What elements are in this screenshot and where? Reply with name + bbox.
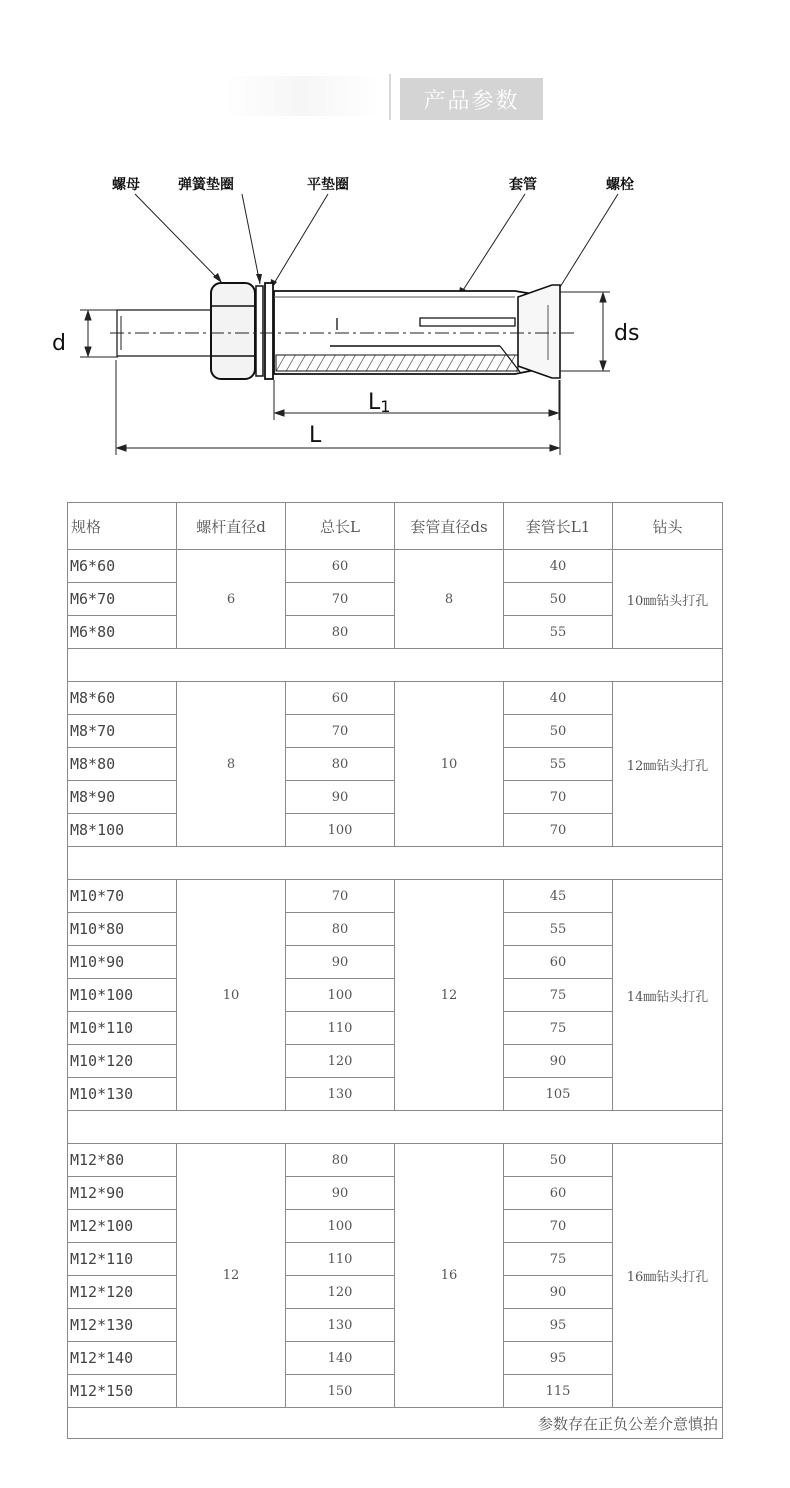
label-flat-washer: 平垫圈 bbox=[307, 177, 349, 193]
sleeve-length-cell: 40 bbox=[504, 550, 613, 583]
sleeve-length-cell: 95 bbox=[504, 1309, 613, 1342]
spec-cell: M6*80 bbox=[68, 616, 177, 649]
screw-diameter-cell: 12 bbox=[177, 1144, 286, 1408]
spec-cell: M12*110 bbox=[68, 1243, 177, 1276]
total-length-cell: 70 bbox=[286, 880, 395, 913]
spec-cell: M10*80 bbox=[68, 913, 177, 946]
total-length-cell: 70 bbox=[286, 715, 395, 748]
separator-cell bbox=[68, 847, 723, 880]
sleeve-length-cell: 50 bbox=[504, 715, 613, 748]
dim-d-label: d bbox=[52, 331, 66, 356]
table-row bbox=[68, 682, 723, 715]
cone-head bbox=[518, 285, 560, 378]
spec-cell: M8*70 bbox=[68, 715, 177, 748]
spec-cell: M10*130 bbox=[68, 1078, 177, 1111]
dim-ds-label: ds bbox=[614, 321, 640, 346]
spec-cell: M8*100 bbox=[68, 814, 177, 847]
col-header-spec: 规格 bbox=[68, 503, 177, 550]
sleeve-length-cell: 75 bbox=[504, 1012, 613, 1045]
total-length-cell: 60 bbox=[286, 682, 395, 715]
total-length-cell: 100 bbox=[286, 1210, 395, 1243]
sleeve-length-cell: 75 bbox=[504, 979, 613, 1012]
total-length-cell: 80 bbox=[286, 616, 395, 649]
table-row bbox=[68, 1144, 723, 1177]
col-header-total-length: 总长L bbox=[286, 503, 395, 550]
total-length-cell: 140 bbox=[286, 1342, 395, 1375]
section-title: 产品参数 bbox=[400, 78, 543, 120]
sleeve-diameter-cell: 12 bbox=[395, 880, 504, 1111]
tolerance-note: 参数存在正负公差介意慎拍 bbox=[68, 1408, 723, 1439]
spec-cell: M12*130 bbox=[68, 1309, 177, 1342]
flat-washer bbox=[265, 283, 273, 379]
total-length-cell: 130 bbox=[286, 1078, 395, 1111]
label-sleeve: 套管 bbox=[509, 177, 537, 193]
sleeve-length-cell: 50 bbox=[504, 1144, 613, 1177]
sleeve-diameter-cell: 10 bbox=[395, 682, 504, 847]
drill-cell: 14㎜钻头打孔 bbox=[613, 880, 723, 1111]
anchor-bolt-diagram bbox=[0, 160, 790, 470]
total-length-cell: 80 bbox=[286, 913, 395, 946]
spec-cell: M12*150 bbox=[68, 1375, 177, 1408]
sleeve-length-cell: 75 bbox=[504, 1243, 613, 1276]
total-length-cell: 120 bbox=[286, 1276, 395, 1309]
separator-cell bbox=[68, 1111, 723, 1144]
spring-washer bbox=[256, 286, 263, 376]
dim-ds bbox=[560, 292, 610, 371]
total-length-cell: 130 bbox=[286, 1309, 395, 1342]
header-divider bbox=[389, 74, 391, 120]
col-header-sleeve-diameter: 套管直径ds bbox=[395, 503, 504, 550]
drill-cell: 10㎜钻头打孔 bbox=[613, 550, 723, 649]
label-spring-washer: 弹簧垫圈 bbox=[178, 177, 234, 193]
table-header-row bbox=[68, 503, 723, 550]
sleeve-length-cell: 40 bbox=[504, 682, 613, 715]
sleeve-length-cell: 70 bbox=[504, 814, 613, 847]
spec-table bbox=[67, 502, 723, 1439]
hex-nut bbox=[211, 283, 255, 379]
screw-diameter-cell: 6 bbox=[177, 550, 286, 649]
sleeve-length-cell: 70 bbox=[504, 781, 613, 814]
sleeve-length-cell: 60 bbox=[504, 1177, 613, 1210]
total-length-cell: 90 bbox=[286, 1177, 395, 1210]
col-header-sleeve-length: 套管长L1 bbox=[504, 503, 613, 550]
sleeve-length-cell: 105 bbox=[504, 1078, 613, 1111]
spec-cell: M12*90 bbox=[68, 1177, 177, 1210]
spec-cell: M12*120 bbox=[68, 1276, 177, 1309]
drill-cell: 12㎜钻头打孔 bbox=[613, 682, 723, 847]
total-length-cell: 110 bbox=[286, 1243, 395, 1276]
spec-cell: M10*70 bbox=[68, 880, 177, 913]
total-length-cell: 70 bbox=[286, 583, 395, 616]
total-length-cell: 90 bbox=[286, 946, 395, 979]
spec-cell: M8*60 bbox=[68, 682, 177, 715]
group-separator-row bbox=[68, 649, 723, 682]
label-bolt: 螺栓 bbox=[606, 177, 634, 193]
dim-l-label: L bbox=[309, 423, 322, 448]
leader-lines bbox=[135, 194, 618, 300]
spec-cell: M8*80 bbox=[68, 748, 177, 781]
screw-diameter-cell: 8 bbox=[177, 682, 286, 847]
spec-cell: M8*90 bbox=[68, 781, 177, 814]
sleeve-diameter-cell: 16 bbox=[395, 1144, 504, 1408]
total-length-cell: 80 bbox=[286, 1144, 395, 1177]
table-row bbox=[68, 880, 723, 913]
spec-cell: M12*140 bbox=[68, 1342, 177, 1375]
dim-l1-label: L1 bbox=[368, 390, 391, 416]
sleeve-length-cell: 55 bbox=[504, 748, 613, 781]
separator-cell bbox=[68, 649, 723, 682]
note-row bbox=[68, 1408, 723, 1439]
col-header-drill: 钻头 bbox=[613, 503, 723, 550]
drill-cell: 16㎜钻头打孔 bbox=[613, 1144, 723, 1408]
label-nut: 螺母 bbox=[112, 177, 140, 193]
sleeve-length-cell: 60 bbox=[504, 946, 613, 979]
spec-cell: M6*70 bbox=[68, 583, 177, 616]
header-blank-banner bbox=[224, 76, 380, 116]
total-length-cell: 150 bbox=[286, 1375, 395, 1408]
sleeve-length-cell: 70 bbox=[504, 1210, 613, 1243]
table-row bbox=[68, 550, 723, 583]
spec-cell: M12*80 bbox=[68, 1144, 177, 1177]
group-separator-row bbox=[68, 847, 723, 880]
spec-cell: M10*100 bbox=[68, 979, 177, 1012]
sleeve-length-cell: 45 bbox=[504, 880, 613, 913]
sleeve-length-cell: 55 bbox=[504, 913, 613, 946]
sleeve-length-cell: 50 bbox=[504, 583, 613, 616]
sleeve-length-cell: 95 bbox=[504, 1342, 613, 1375]
dim-l1 bbox=[274, 380, 559, 420]
sleeve-length-cell: 55 bbox=[504, 616, 613, 649]
sleeve-diameter-cell: 8 bbox=[395, 550, 504, 649]
total-length-cell: 80 bbox=[286, 748, 395, 781]
sleeve-length-cell: 90 bbox=[504, 1045, 613, 1078]
total-length-cell: 90 bbox=[286, 781, 395, 814]
total-length-cell: 100 bbox=[286, 979, 395, 1012]
total-length-cell: 60 bbox=[286, 550, 395, 583]
sleeve-length-cell: 115 bbox=[504, 1375, 613, 1408]
total-length-cell: 110 bbox=[286, 1012, 395, 1045]
spec-cell: M10*90 bbox=[68, 946, 177, 979]
total-length-cell: 120 bbox=[286, 1045, 395, 1078]
spec-cell: M12*100 bbox=[68, 1210, 177, 1243]
sleeve-length-cell: 90 bbox=[504, 1276, 613, 1309]
spec-cell: M6*60 bbox=[68, 550, 177, 583]
spec-cell: M10*120 bbox=[68, 1045, 177, 1078]
spec-cell: M10*110 bbox=[68, 1012, 177, 1045]
total-length-cell: 100 bbox=[286, 814, 395, 847]
group-separator-row bbox=[68, 1111, 723, 1144]
col-header-screw-diameter: 螺杆直径d bbox=[177, 503, 286, 550]
screw-diameter-cell: 10 bbox=[177, 880, 286, 1111]
